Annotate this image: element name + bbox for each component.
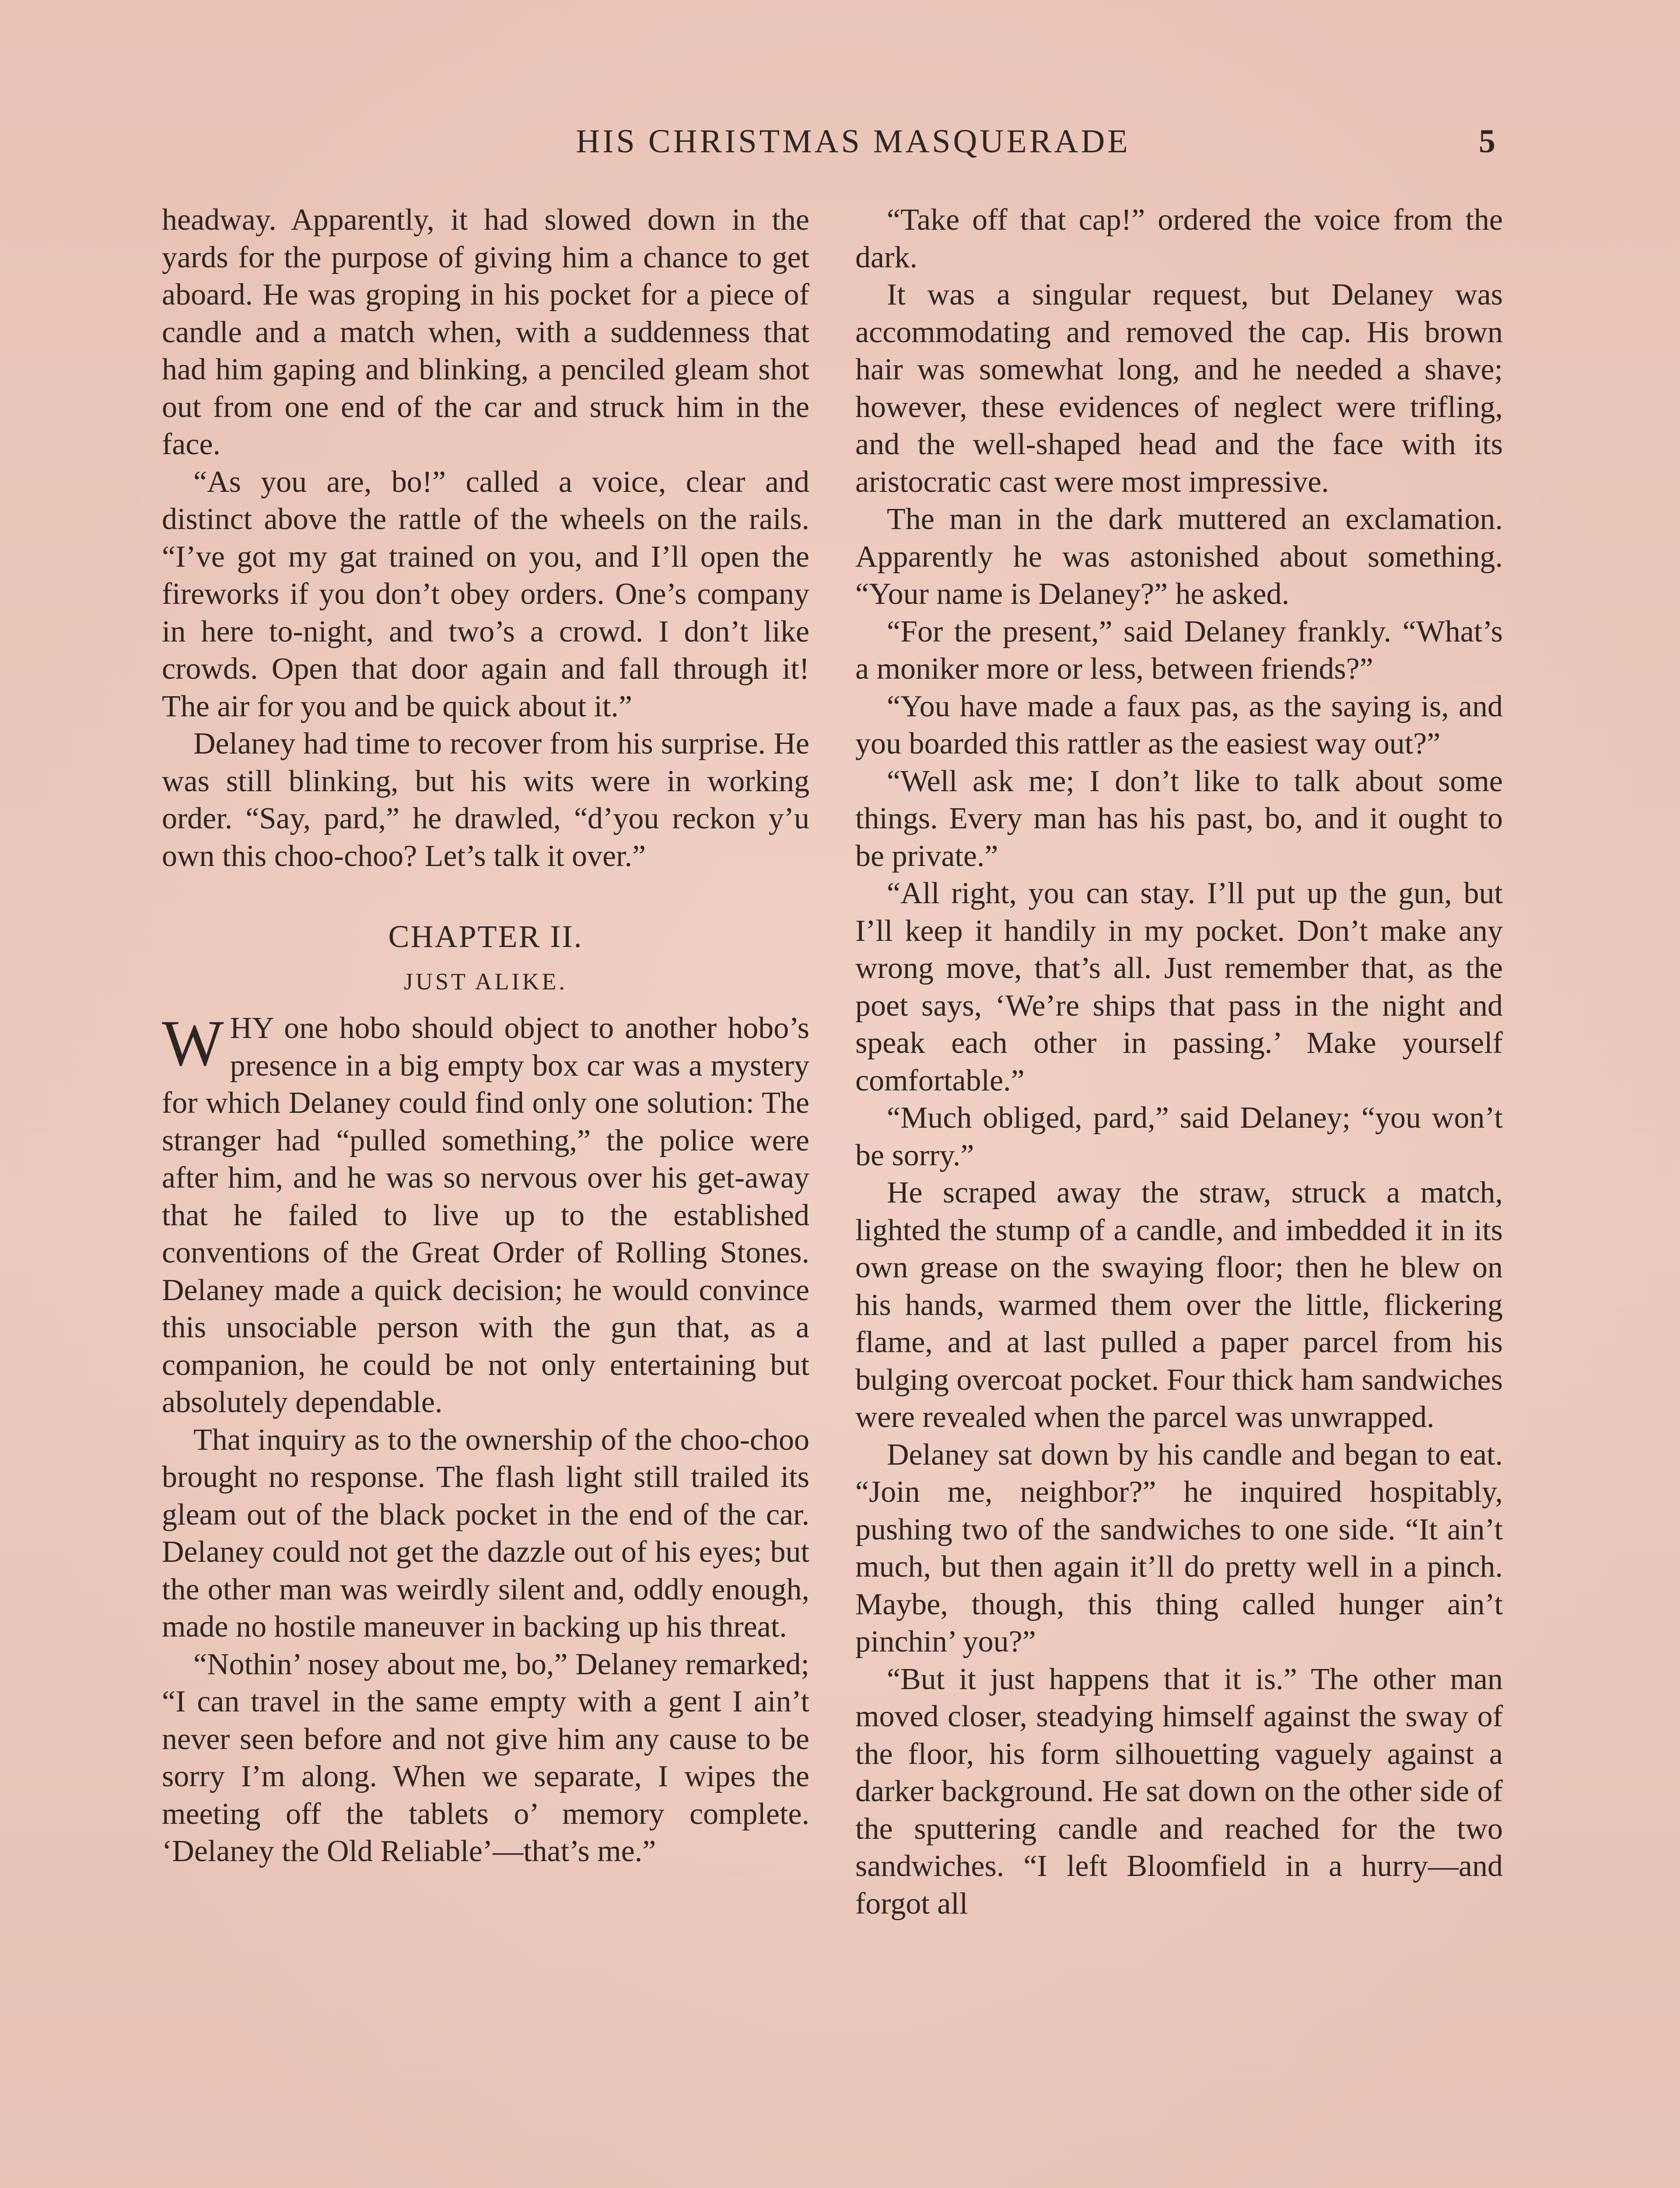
dropcap-paragraph [162, 1007, 809, 1421]
paragraph: “But it just happens that it is.” The other man moved closer, steadying himself against the sway of the floor, his form silhouetting vaguely against a darker background. He sat down on the other side of the sputtering candle and reached for the two sandwiches. “I left Bloomfield in a hurry—and forgot all [855, 1662, 1503, 1921]
right-column [855, 201, 1503, 1922]
paragraph: Delaney sat down by his candle and began to eat. “Join me, neighbor?” he inquired hospitably, pushing two of the sandwiches to one side. “It ain’t much, but then again it’ll do pretty well in a pinch. Maybe, though, this thing called hunger ain’t pinchin’ you?” [855, 1438, 1503, 1659]
paragraph: “As you are, bo!” called a voice, clear and distinct above the rattle of the wheels on the rails. “I’ve got my gat trained on you, and I’ll open the fireworks if you don’t obey orders. One’s company in here to-night, and two’s a crowd. I don’t like crowds. Open that door again and fall through it! The air for you and be quick about it.” [162, 465, 809, 723]
chapter-subtitle: JUST ALIKE. [403, 968, 568, 995]
paragraph: “Take off that cap!” ordered the voice from the dark. [855, 203, 1503, 274]
paragraph: “Well ask me; I don’t like to talk about some things. Every man has his past, bo, and it ought to be private.” [855, 764, 1503, 873]
running-title: HIS CHRISTMAS MASQUERADE [576, 123, 1130, 160]
paragraph: “For the present,” said Delaney frankly. “What’s a moniker more or less, between friends?” [855, 614, 1503, 686]
page-number: 5 [1479, 123, 1495, 160]
paragraph: “You have made a faux pas, as the saying is, and you boarded this rattler as the easiest way out?” [855, 689, 1503, 761]
drop-cap: W [162, 1007, 224, 1080]
paragraph: The man in the dark muttered an exclamation. Apparently he was astonished about something. “Your name is Delaney?” he asked. [855, 502, 1503, 611]
paragraph: headway. Apparently, it had slowed down in the yards for the purpose of giving him a chance to get aboard. He was groping in his pocket for a piece of candle and a match when, with a suddenness that had him gaping and blinking, a penciled gleam shot out from one end of the car and struck him in the face. [162, 203, 809, 461]
dropcap-paragraph-text: HY one hobo should object to another hobo’s presence in a big empty box car was a mystery for which Delaney could find only one solution: The stranger had “pulled something,” the police were after him, and he was so nervous over his get-away that he failed to live up to the established conventions of the Great Order of Rolling Stones. Delaney made a quick decision; he would convince this unsociable person with the gun that, as a companion, he could be not only entertaining but absolutely dependable. [162, 1011, 809, 1419]
paragraph: It was a singular request, but Delaney was accommodating and removed the cap. His brown hair was somewhat long, and he needed a shave; however, these evidences of neglect were trifling, and the well-shaped head and the face with its aristocratic cast were most impressive. [855, 278, 1503, 499]
paragraph: “All right, you can stay. I’ll put up the gun, but I’ll keep it handily in my pocket. Don’t make any wrong move, that’s all. Just remember that, as the poet says, ‘We’re ships that pass in the night and speak each other in passing.’ Make yourself comfortable.” [855, 877, 1503, 1098]
paragraph: “Nothin’ nosey about me, bo,” Delaney remarked; “I can travel in the same empty with a gent I ain’t never seen before and not give him any cause to be sorry I’m along. When we separate, I wipes the meeting off the tablets o’ memory complete. ‘Delaney the Old Reliable’—that’s me.” [162, 1647, 809, 1868]
paragraph: He scraped away the straw, struck a match, lighted the stump of a candle, and imbedded it in its own grease on the swaying floor; then he blew on his hands, warmed them over the little, flickering flame, and at last pulled a paper parcel from his bulging overcoat pocket. Four thick ham sandwiches were revealed when the parcel was unwrapped. [855, 1176, 1503, 1434]
left-column [162, 201, 809, 1870]
paragraph: “Much obliged, pard,” said Delaney; “you won’t be sorry.” [855, 1101, 1503, 1172]
paragraph: Delaney had time to recover from his surprise. He was still blinking, but his wits were in working order. “Say, pard,” he drawled, “d’you reckon y’u own this choo-choo? Let’s talk it over.” [162, 727, 809, 873]
paragraph: That inquiry as to the ownership of the choo-choo brought no response. The flash light still trailed its gleam out of the black pocket in the end of the car. Delaney could not get the dazzle out of his eyes; but the other man was weirdly silent and, oddly enough, made no hostile maneuver in backing up his threat. [162, 1423, 809, 1644]
chapter-heading: CHAPTER II. [388, 919, 583, 954]
